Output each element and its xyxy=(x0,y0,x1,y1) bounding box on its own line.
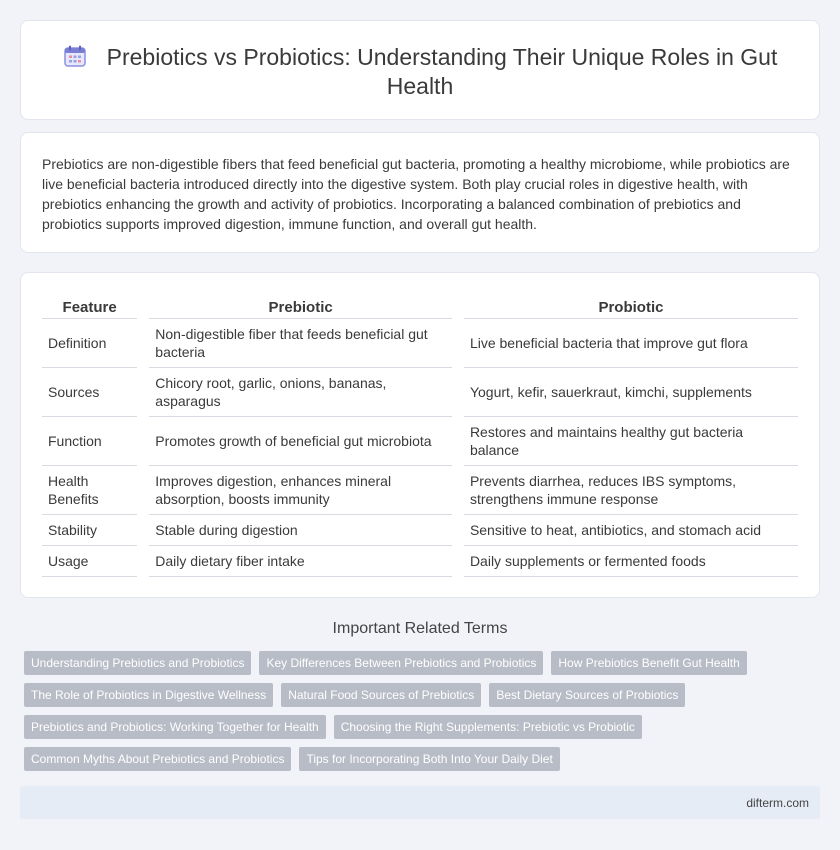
feature-cell: Function xyxy=(42,417,137,466)
page-title-wrap xyxy=(51,43,789,101)
prebiotic-cell: Promotes growth of beneficial gut microbiota xyxy=(149,417,452,466)
header-prebiotic: Prebiotic xyxy=(149,295,452,319)
feature-cell: Health Benefits xyxy=(42,466,137,515)
prebiotic-cell: Non-digestible fiber that feeds beneficial gut bacteria xyxy=(149,319,452,368)
intro-text: Prebiotics are non-digestible fibers that feed beneficial gut bacteria, promoting a healthy microbiome, while probiotics are live beneficial bacteria introduced directly into the digestive system. Both play crucial roles in digestive health, with prebiotics enhancing the growth and activity of probiotics. Incorporating a balanced combination of prebiotics and probiotics supports improved digestion, immune function, and overall gut health. xyxy=(42,156,790,232)
probiotic-cell: Sensitive to heat, antibiotics, and stomach acid xyxy=(464,515,798,546)
related-term-tag[interactable]: Understanding Prebiotics and Probiotics xyxy=(24,651,251,675)
table-row xyxy=(42,368,798,417)
calendar-icon xyxy=(63,44,87,68)
probiotic-cell: Prevents diarrhea, reduces IBS symptoms, strengthens immune response xyxy=(464,466,798,515)
related-term-tag[interactable]: Key Differences Between Prebiotics and Probiotics xyxy=(259,651,543,675)
feature-cell: Usage xyxy=(42,546,137,577)
related-term-tag[interactable]: Tips for Incorporating Both Into Your Daily Diet xyxy=(299,747,559,771)
probiotic-cell: Daily supplements or fermented foods xyxy=(464,546,798,577)
table-row xyxy=(42,319,798,368)
prebiotic-cell: Stable during digestion xyxy=(149,515,452,546)
prebiotic-cell: Improves digestion, enhances mineral absorption, boosts immunity xyxy=(149,466,452,515)
feature-cell: Stability xyxy=(42,515,137,546)
related-terms-list xyxy=(24,651,804,779)
related-term-tag[interactable]: How Prebiotics Benefit Gut Health xyxy=(551,651,746,675)
footer-site: difterm.com xyxy=(746,796,809,810)
related-term-tag[interactable]: Common Myths About Prebiotics and Probiotics xyxy=(24,747,291,771)
prebiotic-cell: Daily dietary fiber intake xyxy=(149,546,452,577)
feature-cell: Sources xyxy=(42,368,137,417)
table-row xyxy=(42,466,798,515)
table-row xyxy=(42,417,798,466)
table-row xyxy=(42,515,798,546)
table-row xyxy=(42,546,798,577)
related-term-tag[interactable]: Prebiotics and Probiotics: Working Together for Health xyxy=(24,715,326,739)
feature-cell: Definition xyxy=(42,319,137,368)
related-term-tag[interactable]: Best Dietary Sources of Probiotics xyxy=(489,683,685,707)
related-terms-title: Important Related Terms xyxy=(332,620,508,637)
related-term-tag[interactable]: The Role of Probiotics in Digestive Wellness xyxy=(24,683,273,707)
probiotic-cell: Live beneficial bacteria that improve gut flora xyxy=(464,319,798,368)
related-term-tag[interactable]: Natural Food Sources of Prebiotics xyxy=(281,683,481,707)
prebiotic-cell: Chicory root, garlic, onions, bananas, asparagus xyxy=(149,368,452,417)
comparison-table-card xyxy=(20,272,820,598)
related-term-tag[interactable]: Choosing the Right Supplements: Prebiotic vs Probiotic xyxy=(334,715,642,739)
probiotic-cell: Restores and maintains healthy gut bacteria balance xyxy=(464,417,798,466)
header-probiotic: Probiotic xyxy=(464,295,798,319)
footer xyxy=(20,786,820,819)
intro-card xyxy=(20,132,820,253)
page-title: Prebiotics vs Probiotics: Understanding Their Unique Roles in Gut Health xyxy=(106,44,778,99)
header-feature: Feature xyxy=(42,295,137,319)
header-card xyxy=(20,20,820,120)
table-header-row xyxy=(42,295,798,319)
comparison-table xyxy=(42,295,798,577)
probiotic-cell: Yogurt, kefir, sauerkraut, kimchi, supplements xyxy=(464,368,798,417)
